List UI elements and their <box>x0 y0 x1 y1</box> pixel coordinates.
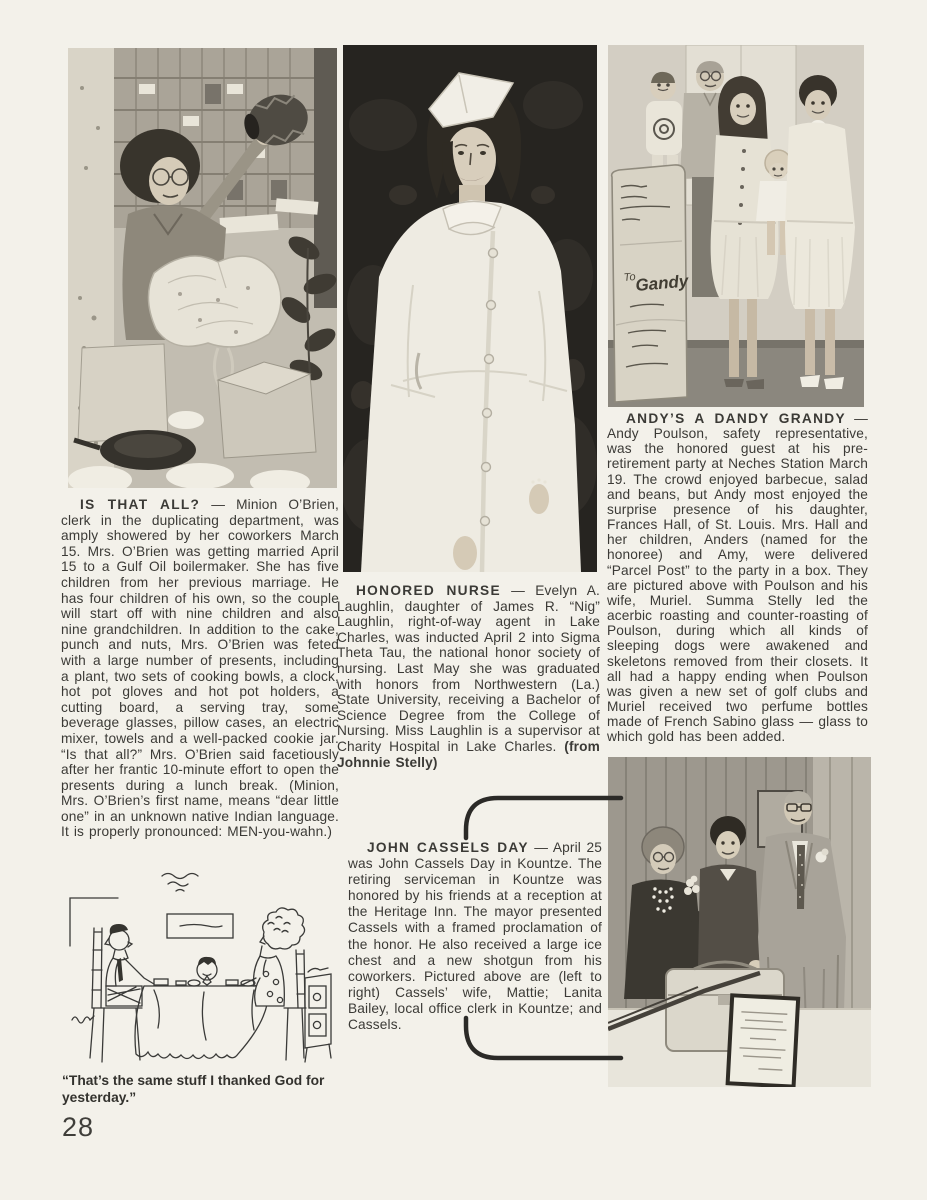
photo-poulson-family <box>608 45 864 407</box>
bag-handwriting-gandy: Gandy <box>634 271 690 295</box>
page-number: 28 <box>62 1112 95 1142</box>
cassels-illustration <box>608 757 871 1087</box>
photo-gift-shower <box>68 48 337 488</box>
article-andy-sep: — <box>845 411 868 426</box>
article-honored-nurse-credit: (from Johnnie Stelly) <box>337 738 600 770</box>
cartoon-drawing <box>58 858 332 1068</box>
photo-cassels-reception <box>608 757 871 1087</box>
article-is-that-all-body: Minion O’Brien, clerk in the duplicating department, was amply showered by her coworkers March 15. Mrs. O’Brien was getting married April 15 to a Gulf Oil boilermaker. She has five children from her previous marriage. He has four children of his own, so the couple will start off with nine children and also nine grandchildren. In addition to the cake, punch and nuts, Mrs. O’Brien was feted with a large number of presents, including a plant, two sets of cooking bowls, a clock, hot pot gloves and hot pot holders, a cutting board, a serving tray, some beverage glasses, pillow cases, an electric mixer, towels and a well-packed cookie jar. “Is that all?” Mrs. O’Brien said facetiously after her frantic 10-minute effort to open the presents during a lunch break. (Minion, Mrs. O’Brien’s first name, means “dear little one” in an unknown native Indian language. It is properly pronounced: MEN-you-wahn.) <box>61 497 339 840</box>
article-john-cassels-day-sep: — <box>528 840 553 855</box>
cassels-story-border <box>455 780 625 1070</box>
cartoon-caption: “That’s the same stuff I thanked God for yesterday.” <box>62 1073 325 1105</box>
article-andy-lead: ANDY’S A DANDY GRANDY <box>626 411 846 426</box>
article-honored-nurse-lead: HONORED NURSE <box>356 583 501 598</box>
nurse-illustration <box>343 45 597 572</box>
bag-handwriting-to: To <box>623 271 637 284</box>
family-illustration <box>608 45 864 407</box>
gift-shower-illustration <box>68 48 337 488</box>
article-honored-nurse-sep: — <box>500 583 536 598</box>
article-john-cassels-day-body: April 25 was John Cassels Day in Kountze. The retiring serviceman in Kountze was honored by his friends at a reception at the Heritage Inn. The mayor presented Cassels with a framed proclamation of the honor. He also received a large ice chest and a new shotgun from his coworkers. Pictured above are (left to right) Cassels’ wife, Mattie; Lanita Bailey, local office clerk in Kountze; and Cassels. <box>348 840 602 1033</box>
article-andy-body: Andy Poulson, safety representative, was the honored guest at his pre-retirement party at Neches Station March 19. The crowd enjoyed barbecue, salad and beans, but Andy most enjoyed the surprise presence of his daughter, Frances Hall, of St. Louis. Mrs. Hall and her children, Anders (named for the honoree) and Amy, were delivered “Parcel Post” to the party in a box. They are pictured above with Poulson and his wife, Muriel. Summa Stelly led the acerbic roasting and counter-roasting of Poulson, during which all kinds of sleeping dogs were awakened and skeletons removed from their closets. It all had a happy ending when Poulson was given a new set of golf clubs and Muriel received two perfume bottles made of French Sabino glass — glass to which gold has been added. <box>607 426 868 745</box>
article-is-that-all <box>61 497 339 840</box>
article-andys-a-dandy-grandy <box>607 411 868 744</box>
photo-honored-nurse <box>343 45 597 572</box>
article-honored-nurse-body: Evelyn A. Laughlin, daughter of James R. “Nig” Laughlin, right-of-way agent in Lake Charles, was inducted April 2 into Sigma Theta Tau, the national honor society of nursing. Last May she was graduated with honors from Northwestern (La.) State University, receiving a Bachelor of Science Degree from the College of Nursing. Miss Laughlin is a supervisor at Charity Hospital in Lake Charles. <box>337 583 600 754</box>
article-john-cassels-day-lead: JOHN CASSELS DAY <box>367 840 529 855</box>
article-honored-nurse <box>337 583 600 770</box>
article-is-that-all-sep: — <box>200 497 237 512</box>
article-is-that-all-lead: IS THAT ALL? <box>80 497 201 512</box>
cartoon-dinner-grace <box>58 858 332 1068</box>
